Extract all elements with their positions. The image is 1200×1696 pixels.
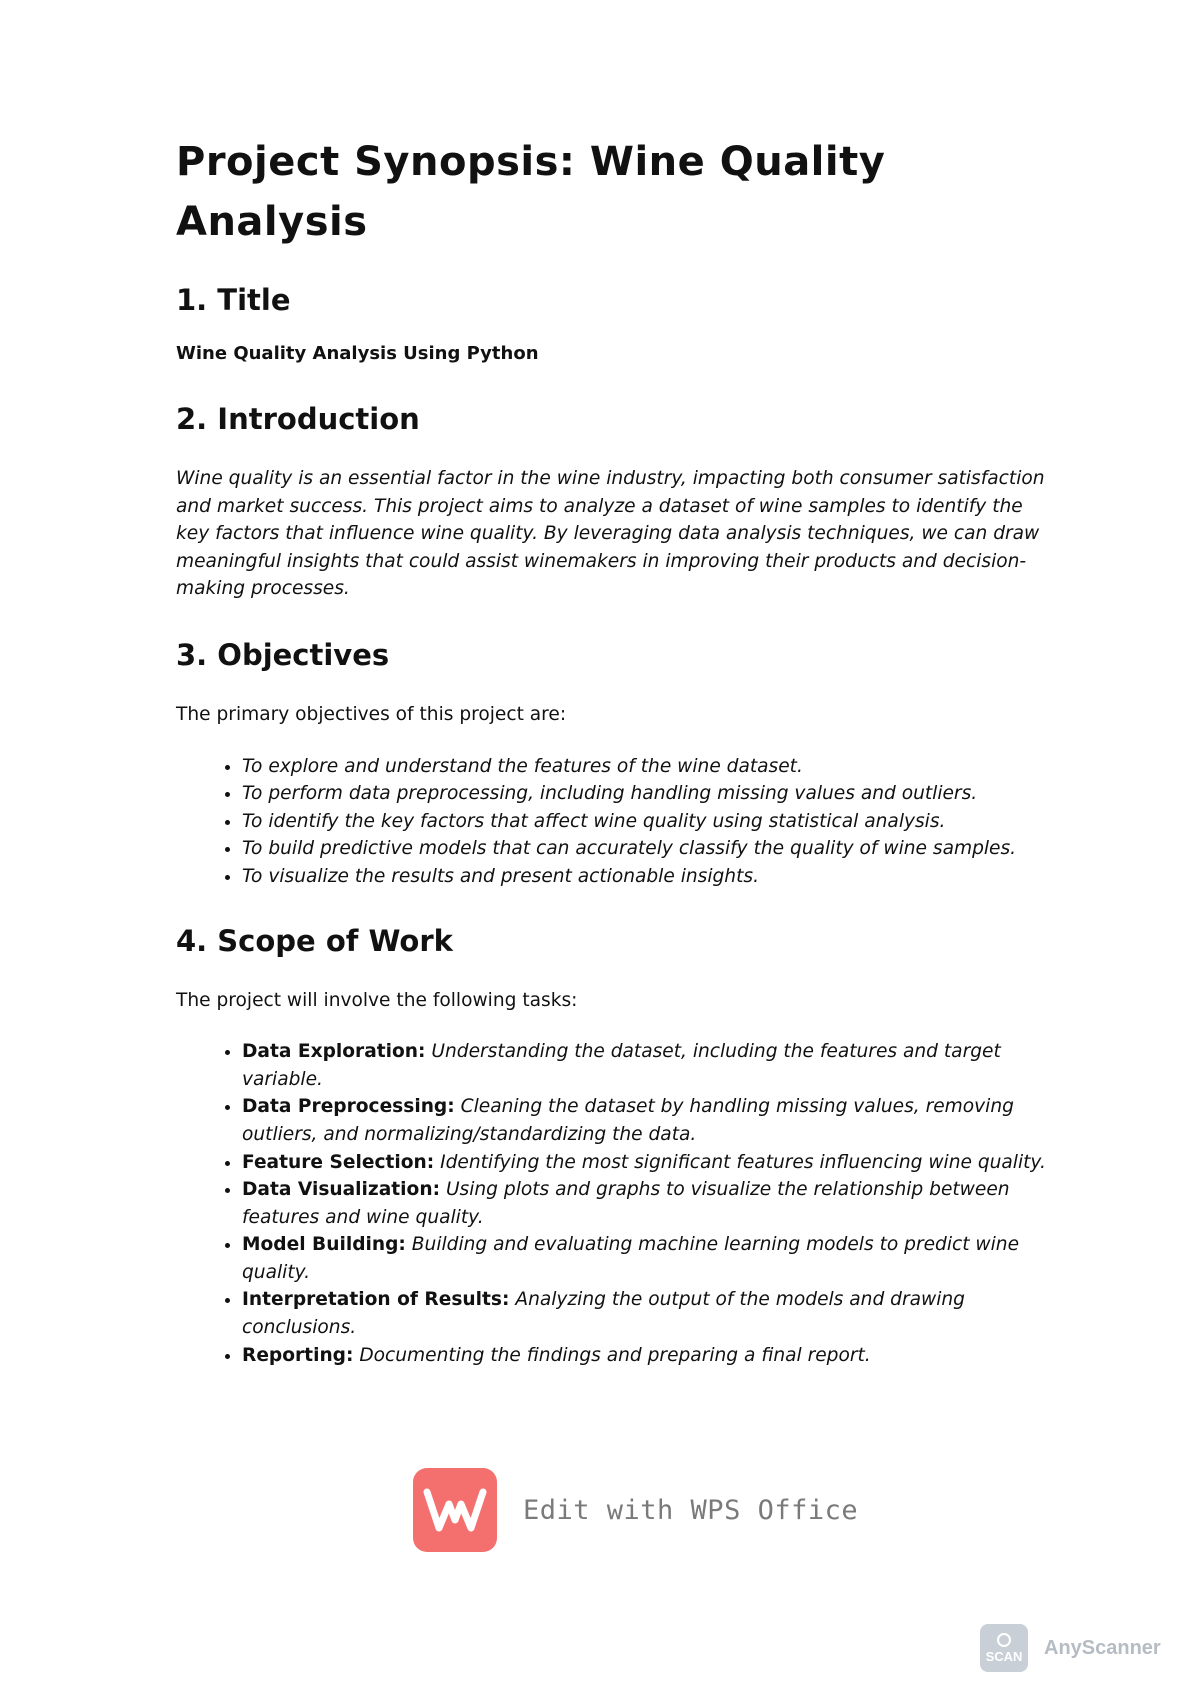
list-item: • To visualize the results and present actionable insights. <box>242 863 1056 891</box>
scope-list <box>176 1038 1056 1369</box>
list-item-text: Documenting the findings and preparing a final report. <box>359 1344 871 1366</box>
list-item-text: Analyzing the output of the models and drawing conclusions. <box>242 1289 965 1339</box>
list-item-term: Data Visualization: <box>242 1179 441 1201</box>
list-item: • To explore and understand the features of the wine dataset. <box>242 753 1056 781</box>
scan-badge-label: SCAN <box>985 1648 1023 1664</box>
list-item-term: Model Building: <box>242 1234 406 1256</box>
wps-logo-icon[interactable] <box>413 1468 497 1552</box>
list-item-term: Interpretation of Results: <box>242 1289 510 1311</box>
list-item: • To build predictive models that can accurately classify the quality of wine samples. <box>242 835 1056 863</box>
objectives-list <box>176 753 1056 891</box>
list-item-term: Data Preprocessing: <box>242 1096 455 1118</box>
scope-lead: The project will involve the following tasks: <box>176 989 578 1011</box>
section-heading-scope: 4. Scope of Work <box>176 923 453 958</box>
list-item-text: Identifying the most significant features influencing wine quality. <box>440 1151 1046 1173</box>
document-body <box>176 132 1056 1397</box>
list-item-text: Building and evaluating machine learning models to predict wine quality. <box>242 1234 1020 1283</box>
list-item-term: Feature Selection: <box>242 1151 435 1173</box>
scanner-name: AnyScanner <box>1044 1636 1161 1659</box>
list-item <box>242 1342 1056 1370</box>
list-item <box>242 1231 1056 1286</box>
section-heading-title: 1. Title <box>176 283 291 317</box>
list-item: • To identify the key factors that affect wine quality using statistical analysis. <box>242 808 1056 836</box>
project-title-text: Wine Quality Analysis Using Python <box>176 343 539 364</box>
document-title: Project Synopsis: Wine Quality Analysis <box>176 139 886 245</box>
list-item: • To perform data preprocessing, including handling missing values and outliers. <box>242 780 1056 808</box>
list-item <box>242 1286 1056 1341</box>
list-item-text: Understanding the dataset, including the features and target variable. <box>242 1041 1001 1090</box>
anyscanner-watermark <box>980 1624 1161 1672</box>
introduction-paragraph: Wine quality is an essential factor in the wine industry, impacting both consumer satisfaction and market success. This project aims to analyze a dataset of wine samples to identify the key factors that influence wine quality. By leveraging data analysis techniques, we can draw meaningful insights that could assist winemakers in improving their products and decision-making processes. <box>176 468 1045 600</box>
list-item-term: Data Exploration: <box>242 1041 426 1063</box>
list-item-text: Using plots and graphs to visualize the relationship between features and wine quality. <box>242 1179 1010 1228</box>
list-item <box>242 1038 1056 1093</box>
section-heading-objectives: 3. Objectives <box>176 637 390 672</box>
list-item-term: Reporting: <box>242 1344 354 1366</box>
scan-icon <box>980 1624 1028 1672</box>
wps-edit-banner[interactable] <box>413 1468 858 1552</box>
section-heading-introduction: 2. Introduction <box>176 402 420 436</box>
list-item <box>242 1149 1056 1177</box>
wps-edit-label[interactable]: Edit with WPS Office <box>523 1494 859 1526</box>
list-item <box>242 1176 1056 1231</box>
objectives-lead: The primary objectives of this project are: <box>176 703 567 725</box>
list-item-text: Cleaning the dataset by handling missing values, removing outliers, and normalizing/standardizing the data. <box>242 1096 1014 1145</box>
list-item <box>242 1093 1056 1148</box>
